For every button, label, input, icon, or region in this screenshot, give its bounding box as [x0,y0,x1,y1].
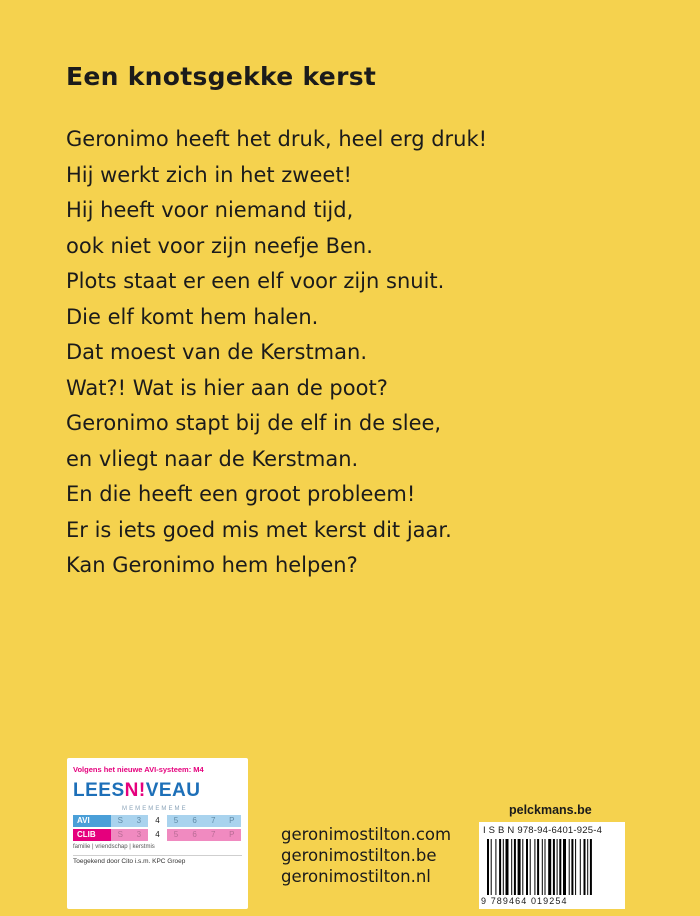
website-link[interactable]: geronimostilton.com [281,825,452,844]
level-cell: 3 [136,830,142,839]
blurb-line: Geronimo stapt bij de elf in de slee, [66,411,442,435]
level-cell: 6 [192,830,197,839]
level-cell: P [229,830,235,839]
theme-tags: familie | vriendschap | kerstmis [73,844,155,850]
book-title: Een knotsgekke kerst [66,62,377,91]
blurb-line: Geronimo heeft het druk, heel erg druk! [66,127,488,151]
badge-footer: Toegekend door Cito i.s.m. KPC Groep [73,858,186,865]
level-cell: P [229,816,235,825]
avi-label: AVI [73,815,111,827]
level-cell: S [117,816,123,825]
level-cell: 7 [210,816,216,825]
blurb-line: ook niet voor zijn neefje Ben. [66,233,373,258]
blurb-line: Wat?! Wat is hier aan de poot? [66,375,388,400]
blurb-line: en vliegt naar de Kerstman. [66,446,359,471]
level-cell: 3 [136,816,142,825]
divider [73,855,242,856]
level-grid-header: M E M E M E M E M E [122,806,186,812]
level-cell: 5 [173,816,179,825]
blurb-line: Hij heeft voor niemand tijd, [66,198,354,222]
blurb-line: Plots staat er een elf voor zijn snuit. [66,269,445,293]
website-link[interactable]: geronimostilton.nl [281,867,431,886]
leesniveau-logo: LEESN!VEAU [73,780,201,801]
barcode-number: 9 789464 019254 [481,896,568,906]
level-cell-active: 4 [148,829,167,841]
publisher-website[interactable]: pelckmans.be [509,803,592,817]
avi-level-row [73,815,241,827]
level-cell: S [117,830,123,839]
clib-level-row [73,829,241,841]
avi-system-note: Volgens het nieuwe AVI-systeem: M4 [73,765,204,774]
barcode-bars-icon [487,839,619,895]
blurb-line: Kan Geronimo hem helpen? [66,553,358,577]
level-cell: 5 [173,830,179,839]
blurb-line: Er is iets goed mis met kerst dit jaar. [66,517,452,542]
level-cell-active: 4 [148,815,167,827]
blurb-line: Dat moest van de Kerstman. [66,340,367,364]
isbn-text: I S B N 978-94-6401-925-4 [483,825,603,836]
level-cell: 6 [192,816,197,825]
blurb-line: Hij werkt zich in het zweet! [66,162,352,187]
level-cell: 7 [210,830,216,839]
website-link[interactable]: geronimostilton.be [281,846,437,865]
website-list [281,824,451,887]
blurb-line: En die heeft een groot probleem! [66,482,416,506]
back-cover-blurb [66,122,487,584]
blurb-line: Die elf komt hem halen. [66,304,319,329]
avi-level-badge [67,758,248,909]
isbn-barcode [479,822,625,909]
clib-label: CLIB [73,829,111,841]
